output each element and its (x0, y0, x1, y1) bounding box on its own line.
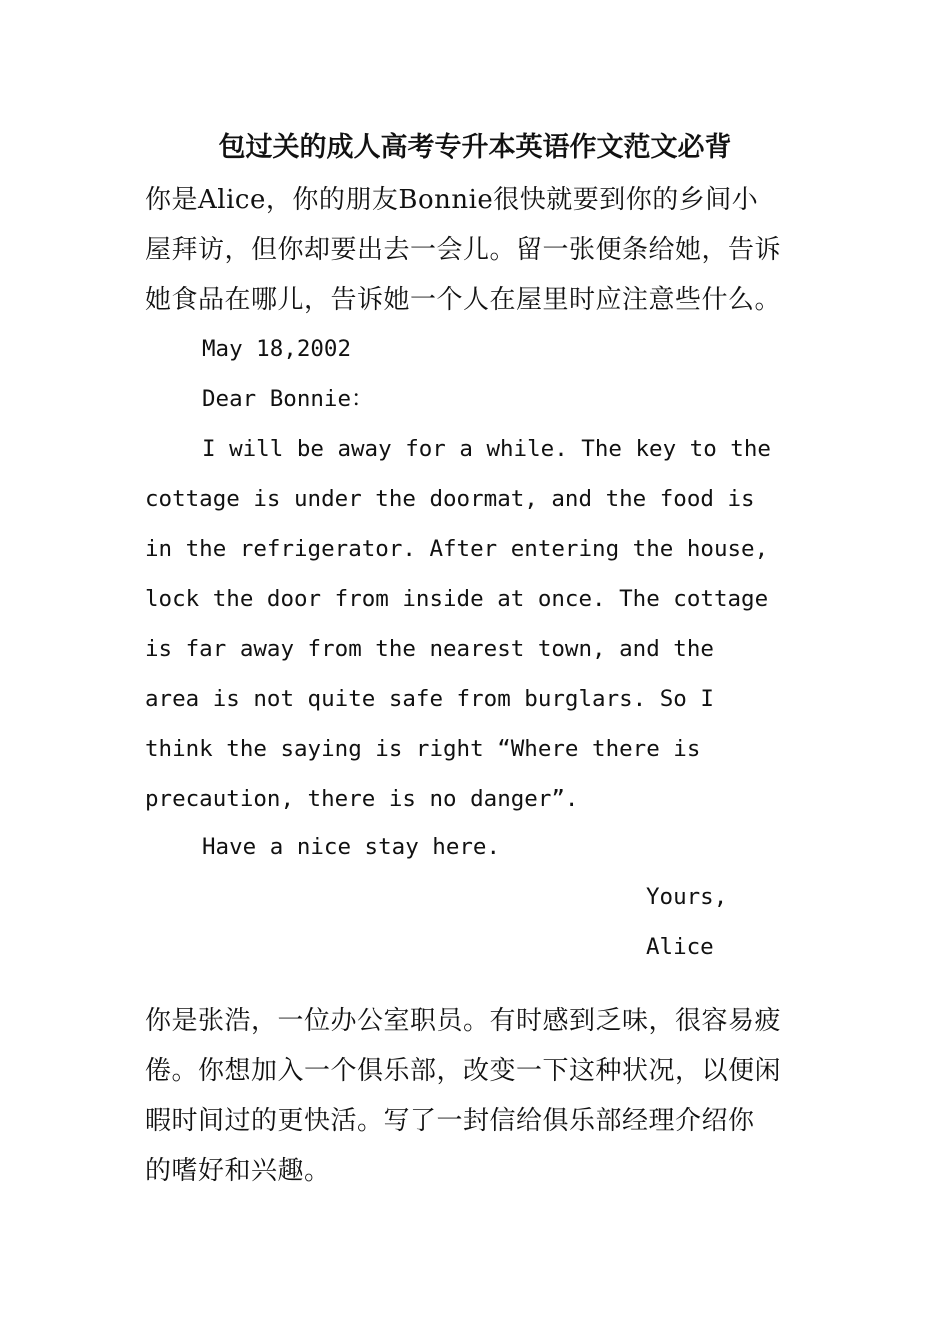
letter-body-line: area is not quite safe from burglars. So I (145, 686, 714, 712)
prompt-2-line: 你是张浩，一位办公室职员。有时感到乏味，很容易疲 (145, 1006, 782, 1036)
letter-body-line: is far away from the nearest town, and the (145, 636, 714, 662)
letter-body (145, 424, 825, 824)
letter-salutation: Dear Bonnie： (202, 386, 374, 412)
prompt-1-line: 她食品在哪儿，告诉她一个人在屋里时应注意些什么。 (145, 285, 782, 315)
prompt-1-line: 你是Alice，你的朋友Bonnie很快就要到你的乡间小 (145, 185, 759, 215)
letter-signature: Alice (646, 934, 714, 960)
letter-signoff: Yours, (646, 884, 728, 910)
letter-body-line: think the saying is right “Where there is (145, 736, 701, 762)
letter-body-line: I will be away for a while. The key to the (202, 436, 771, 462)
prompt-paragraph-1 (145, 175, 817, 325)
prompt-paragraph-2 (145, 996, 817, 1196)
document-title: 包过关的成人高考专升本英语作文范文必背 (218, 132, 732, 163)
letter-body-line: precaution, there is no danger”. (145, 786, 579, 812)
letter-body-line: in the refrigerator. After entering the house, (145, 536, 769, 562)
letter-date: May 18,2002 (202, 336, 352, 362)
letter-body-line: lock the door from inside at once. The cottage (145, 586, 769, 612)
prompt-1-line: 屋拜访，但你却要出去一会儿。留一张便条给她，告诉 (145, 235, 782, 265)
letter-body-line: cottage is under the doormat, and the food is (145, 486, 755, 512)
prompt-2-line: 的嗜好和兴趣。 (145, 1156, 331, 1186)
prompt-2-line: 倦。你想加入一个俱乐部，改变一下这种状况，以便闲 (145, 1056, 782, 1086)
prompt-2-line: 暇时间过的更快活。写了一封信给俱乐部经理介绍你 (145, 1106, 755, 1136)
letter-closing-line: Have a nice stay here. (202, 834, 501, 860)
